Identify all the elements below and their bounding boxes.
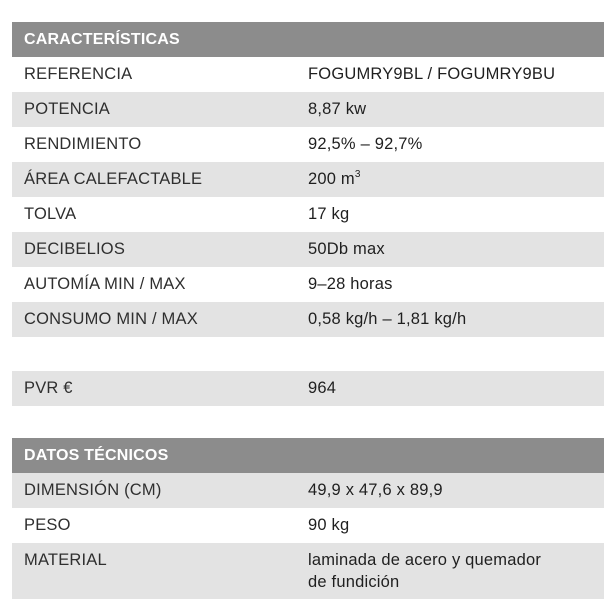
spec-sheet <box>12 22 604 599</box>
superscript-exponent: 3 <box>354 169 361 180</box>
spec-label: TOLVA <box>24 205 77 223</box>
spec-row-area-calefactable <box>12 162 604 197</box>
spec-value: 50Db max <box>308 240 385 258</box>
spec-label: AUTOMÍA MIN / MAX <box>24 275 186 293</box>
spec-row-decibelios <box>12 232 604 267</box>
spec-label: MATERIAL <box>24 551 107 569</box>
spec-row-potencia <box>12 92 604 127</box>
spec-value: 49,9 x 47,6 x 89,9 <box>308 481 443 499</box>
spec-label: PESO <box>24 516 71 534</box>
spec-label: ÁREA CALEFACTABLE <box>24 170 203 188</box>
spec-value <box>308 170 604 189</box>
spec-row-consumo <box>12 302 604 337</box>
spec-value: FOGUMRY9BL / FOGUMRY9BU <box>308 65 556 83</box>
spec-label: REFERENCIA <box>24 65 133 83</box>
spec-row-dimension <box>12 473 604 508</box>
spec-value: 92,5% – 92,7% <box>308 135 423 153</box>
price-value: 964 <box>308 379 337 397</box>
spacer <box>12 337 604 371</box>
spec-label: DECIBELIOS <box>24 240 126 258</box>
spec-value: 0,58 kg/h – 1,81 kg/h <box>308 310 467 328</box>
section-header-datos-tecnicos: DATOS TÉCNICOS <box>12 438 604 473</box>
spec-value: 8,87 kw <box>308 100 367 118</box>
spec-value: 17 kg <box>308 205 350 223</box>
price-row <box>12 371 604 406</box>
spec-row-tolva <box>12 197 604 232</box>
spec-label: CONSUMO MIN / MAX <box>24 310 198 328</box>
spec-label: DIMENSIÓN (CM) <box>24 481 162 499</box>
spec-row-automia <box>12 267 604 302</box>
spec-row-material <box>12 543 604 599</box>
spec-row-peso <box>12 508 604 543</box>
price-label: PVR € <box>24 379 73 397</box>
spec-row-rendimiento <box>12 127 604 162</box>
spacer <box>12 406 604 438</box>
spec-label: RENDIMIENTO <box>24 135 142 153</box>
spec-label: POTENCIA <box>24 100 110 118</box>
spec-value: 90 kg <box>308 516 350 534</box>
spec-value: laminada de acero y quemador de fundición <box>308 551 542 591</box>
spec-row-referencia <box>12 57 604 92</box>
spec-value-text: 200 m <box>308 170 355 188</box>
spec-value: 9–28 horas <box>308 275 393 293</box>
section-header-caracteristicas: CARACTERÍSTICAS <box>12 22 604 57</box>
